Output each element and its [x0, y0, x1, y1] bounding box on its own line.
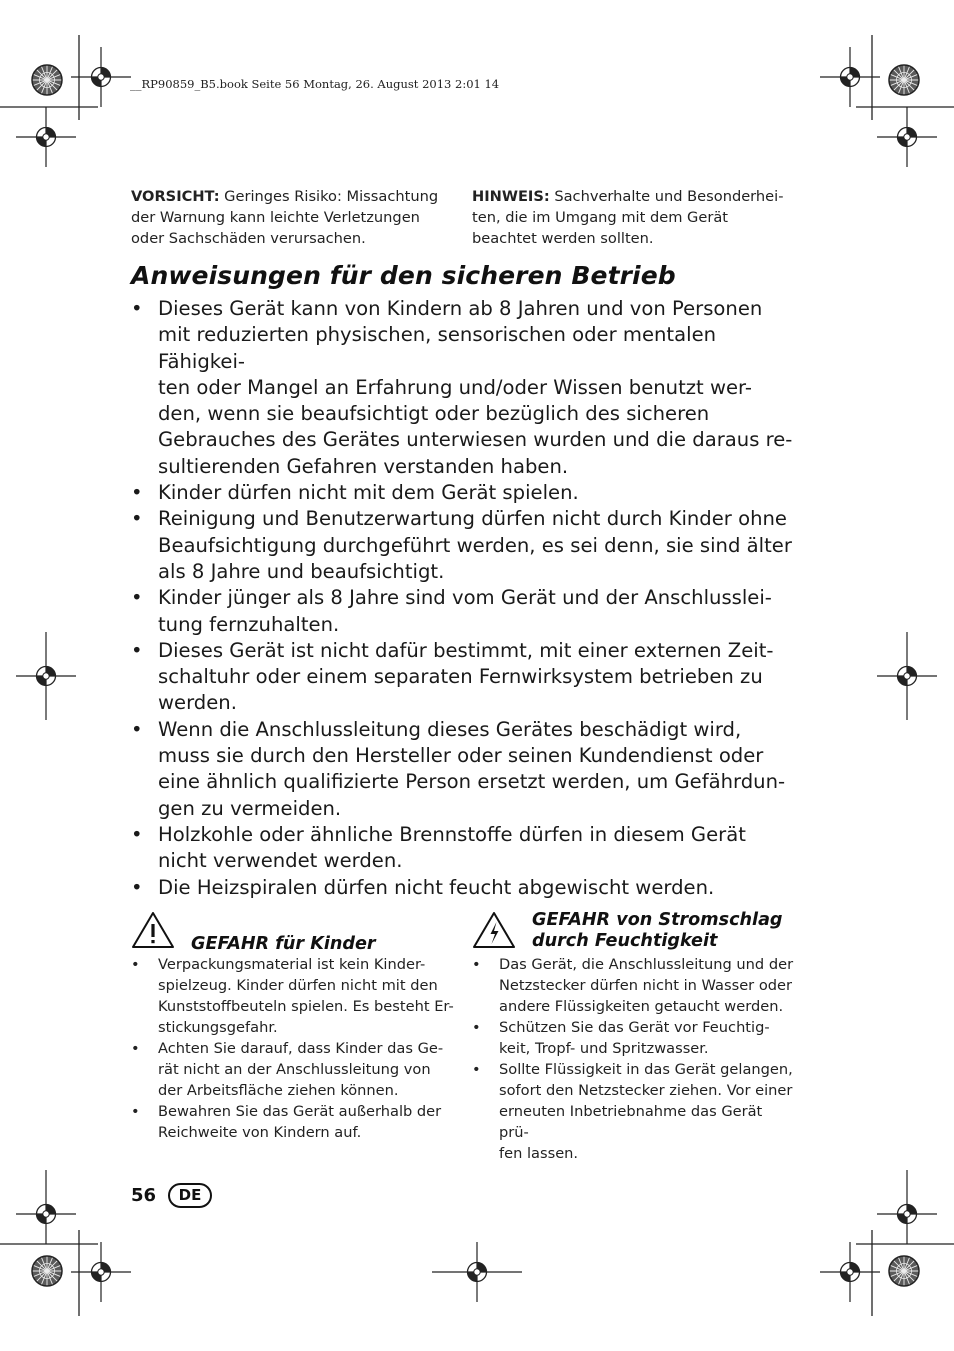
- warning-title-text: GEFAHR von Stromschlag: [532, 910, 783, 930]
- bullet: •: [131, 638, 143, 662]
- list-item: [131, 296, 801, 480]
- list-item-text: Dieses Gerät ist nicht dafür bestimmt, mit einer externen Zeit-: [158, 638, 774, 662]
- list-item: [131, 585, 801, 638]
- warning-title: [532, 910, 783, 952]
- safety-instructions-list: [131, 296, 801, 901]
- list-item-text: stickungsgefahr.: [158, 1019, 278, 1036]
- list-item-text: tung fernzuhalten.: [158, 612, 340, 636]
- warning-list: [131, 954, 456, 1143]
- hint-text: Sachverhalte und Besonderhei-ten, die im Umgang mit dem Gerät beachtet werden sollten.: [472, 188, 784, 247]
- warning-title-text: GEFAHR für Kinder: [191, 934, 376, 954]
- crosshair-circle-icon: [16, 632, 76, 720]
- warning-header: [472, 908, 794, 954]
- crosshair-circle-icon: [16, 1170, 76, 1244]
- list-item-text: spielzeug. Kinder dürfen nicht mit den: [158, 977, 438, 994]
- page-number: 56: [131, 1185, 157, 1206]
- list-item: [131, 1038, 456, 1101]
- hint-label: HINWEIS:: [472, 188, 550, 205]
- bullet: •: [472, 956, 481, 973]
- warning-triangle-exclamation-icon: [131, 911, 175, 949]
- color-wheel-icon: [889, 1256, 919, 1286]
- hint-note: [472, 186, 794, 249]
- crosshair-circle-icon: [877, 1170, 937, 1244]
- list-item-text: Das Gerät, die Anschlussleitung und der: [499, 956, 794, 973]
- list-item-text: Holzkohle oder ähnliche Brennstoffe dürfen in diesem Gerät: [158, 822, 746, 846]
- list-item-text: mit reduzierten physischen, sensorischen oder mentalen Fähigkei-: [158, 323, 717, 373]
- crosshair-circle-icon: [71, 47, 131, 107]
- warning-title: [191, 934, 376, 955]
- list-item: [131, 1101, 456, 1143]
- bullet: •: [131, 822, 143, 846]
- bullet: •: [131, 875, 143, 899]
- list-item: [131, 506, 801, 585]
- color-wheel-icon: [32, 1256, 62, 1286]
- list-item-text: Die Heizspiralen dürfen nicht feucht abgewischt werden.: [158, 875, 715, 899]
- crosshair-circle-icon: [877, 632, 937, 720]
- crosshair-circle-icon: [71, 1242, 131, 1302]
- warning-triangle-lightning-icon: [472, 911, 516, 949]
- list-item-text: fen lassen.: [499, 1145, 579, 1162]
- list-item-text: den, wenn sie beaufsichtigt oder bezüglich des sicheren: [158, 402, 710, 426]
- list-item-text: nicht verwendet werden.: [158, 849, 403, 873]
- bullet: •: [131, 297, 143, 320]
- list-item-text: andere Flüssigkeiten getaucht werden.: [499, 998, 784, 1015]
- list-item-text: Kinder dürfen nicht mit dem Gerät spielen.: [158, 481, 579, 505]
- list-item: [472, 1059, 794, 1164]
- crosshair-circle-icon: [16, 107, 76, 167]
- caution-label: VORSICHT:: [131, 188, 220, 205]
- list-item-text: Dieses Gerät kann von Kindern ab 8 Jahren und von Personen: [158, 297, 763, 320]
- list-item-text: Kunststoffbeuteln spielen. Es besteht Er-: [158, 998, 454, 1015]
- list-item-text: Kinder jünger als 8 Jahre sind vom Gerät und der Anschlusslei-: [158, 586, 772, 610]
- list-item-text: schaltuhr oder einem separaten Fernwirksystem betrieben zu: [158, 665, 763, 689]
- list-item: [131, 875, 801, 901]
- color-wheel-icon: [889, 65, 919, 95]
- list-item-text: Schützen Sie das Gerät vor Feuchtig-: [499, 1019, 770, 1036]
- bullet: •: [131, 956, 140, 973]
- bullet: •: [131, 481, 143, 505]
- bullet: •: [131, 1040, 140, 1057]
- list-item-text: Wenn die Anschlussleitung dieses Gerätes beschädigt wird,: [158, 717, 742, 741]
- list-item-text: Reinigung und Benutzerwartung dürfen nicht durch Kinder ohne: [158, 507, 787, 531]
- bullet: •: [131, 507, 143, 531]
- list-item-text: Verpackungsmaterial ist kein Kinder-: [158, 956, 426, 973]
- list-item-text: erneuten Inbetriebnahme das Gerät prü-: [499, 1103, 763, 1141]
- list-item-text: gen zu vermeiden.: [158, 796, 342, 820]
- list-item-text: keit, Tropf- und Spritzwasser.: [499, 1040, 709, 1057]
- crosshair-circle-icon: [820, 47, 880, 107]
- crosshair-circle-icon: [820, 1242, 880, 1302]
- bullet: •: [131, 586, 143, 610]
- list-item: [472, 1017, 794, 1059]
- caution-text: Geringes Risiko: Missachtung der Warnung kann leichte Verletzungen oder Sachschäden verursachen.: [131, 188, 439, 247]
- color-wheel-icon: [32, 65, 62, 95]
- bullet: •: [131, 1103, 140, 1120]
- list-item: [131, 717, 801, 822]
- list-item-text: Bewahren Sie das Gerät außerhalb der: [158, 1103, 442, 1120]
- list-item-text: Netzstecker dürfen nicht in Wasser oder: [499, 977, 792, 994]
- list-item: [131, 480, 801, 506]
- warning-title-text: durch Feuchtigkeit: [532, 931, 718, 951]
- list-item: [131, 822, 801, 875]
- list-item-text: werden.: [158, 691, 237, 715]
- list-item-text: als 8 Jahre und beaufsichtigt.: [158, 559, 445, 583]
- list-item-text: Achten Sie darauf, dass Kinder das Ge-: [158, 1040, 444, 1057]
- list-item-text: Gebrauches des Gerätes unterwiesen wurden und die daraus re-: [158, 428, 793, 452]
- print-slug: __RP90859_B5.book Seite 56 Montag, 26. August 2013 2:01 14: [130, 77, 500, 91]
- children-danger-box: [131, 908, 456, 1143]
- list-item-text: sofort den Netzstecker ziehen. Vor einer: [499, 1082, 793, 1099]
- list-item-text: ten oder Mangel an Erfahrung und/oder Wissen benutzt wer-: [158, 375, 752, 399]
- warning-header: [131, 908, 456, 954]
- list-item: [131, 638, 801, 717]
- section-heading: Anweisungen für den sicheren Betrieb: [131, 261, 676, 290]
- list-item-text: der Arbeitsfläche ziehen können.: [158, 1082, 399, 1099]
- bullet: •: [472, 1061, 481, 1078]
- warning-list: [472, 954, 794, 1164]
- crosshair-circle-icon: [432, 1242, 522, 1302]
- bullet: •: [131, 717, 143, 741]
- list-item-text: sultierenden Gefahren verstanden haben.: [158, 454, 569, 478]
- list-item-text: muss sie durch den Hersteller oder seinen Kundendienst oder: [158, 744, 764, 768]
- list-item-text: Reichweite von Kindern auf.: [158, 1124, 362, 1141]
- caution-note: [131, 186, 456, 249]
- list-item: [472, 954, 794, 1017]
- list-item: [131, 954, 456, 1038]
- electric-shock-danger-box: [472, 908, 794, 1164]
- list-item-text: rät nicht an der Anschlussleitung von: [158, 1061, 431, 1078]
- list-item-text: Sollte Flüssigkeit in das Gerät gelangen,: [499, 1061, 793, 1078]
- crosshair-circle-icon: [877, 107, 937, 167]
- language-badge: DE: [168, 1183, 212, 1208]
- bullet: •: [472, 1019, 481, 1036]
- list-item-text: Beaufsichtigung durchgeführt werden, es sei denn, sie sind älter: [158, 533, 792, 557]
- list-item-text: eine ähnlich qualifizierte Person ersetzt werden, um Gefährdun-: [158, 770, 786, 794]
